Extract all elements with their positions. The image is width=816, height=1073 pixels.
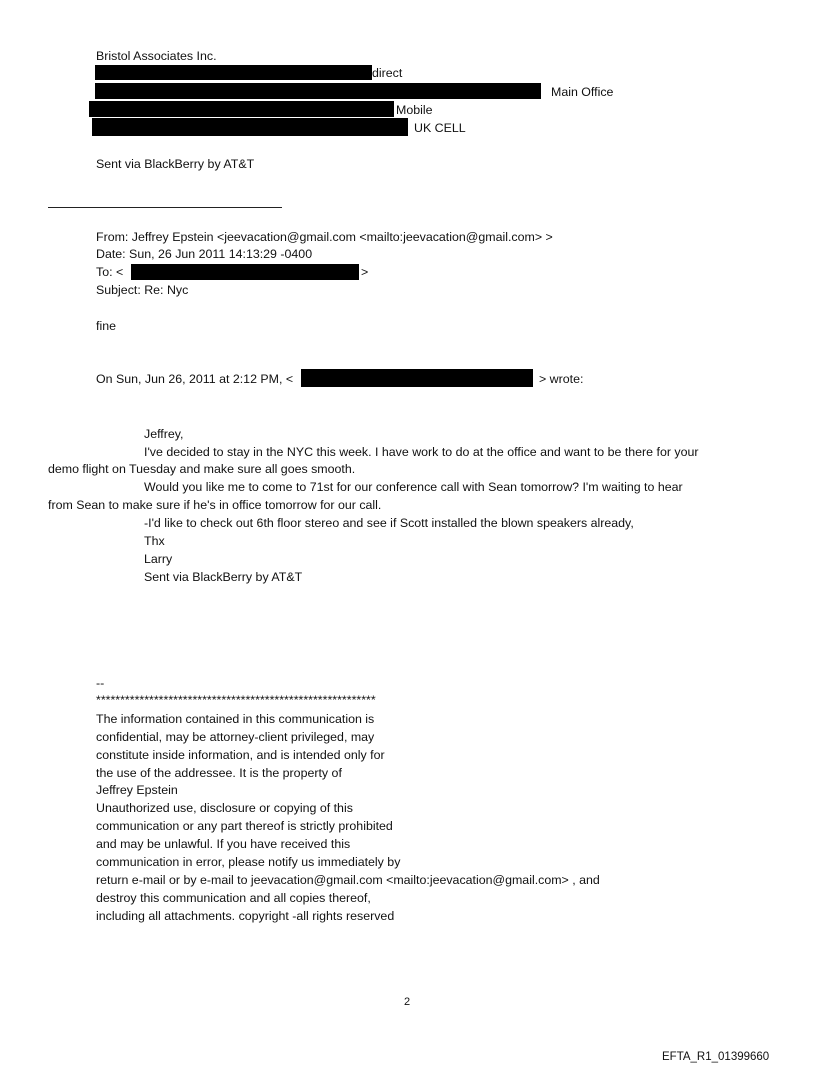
quote-paragraph-line: from Sean to make sure if he's in office tomorrow for our call. xyxy=(48,498,382,512)
disclaimer-stars: ********************************************************** xyxy=(96,693,376,707)
quote-paragraph-line: -I'd like to check out 6th floor stereo and see if Scott installed the blown speakers already, xyxy=(144,516,634,530)
quote-signoff-name: Larry xyxy=(144,552,173,566)
date-line: Date: Sun, 26 Jun 2011 14:13:29 -0400 xyxy=(96,247,313,261)
quote-paragraph-line: demo flight on Tuesday and make sure all goes smooth. xyxy=(48,462,356,476)
redaction-bar xyxy=(131,264,359,280)
redaction-bar xyxy=(95,65,372,80)
to-prefix: To: < xyxy=(96,265,124,279)
document-id: EFTA_R1_01399660 xyxy=(662,1051,770,1063)
separator-line xyxy=(48,207,282,208)
reply-body: fine xyxy=(96,319,116,333)
direct-label: direct xyxy=(372,66,403,80)
mobile-label: Mobile xyxy=(396,103,433,117)
subject-line: Subject: Re: Nyc xyxy=(96,283,189,297)
disclaimer-line: return e-mail or by e-mail to jeevacation@gmail.com <mailto:jeevacation@gmail.com> , and xyxy=(96,873,600,887)
disclaimer-line: confidential, may be attorney-client privileged, may xyxy=(96,730,375,744)
disclaimer-line: communication in error, please notify us immediately by xyxy=(96,855,401,869)
disclaimer-line: constitute inside information, and is intended only for xyxy=(96,748,385,762)
quote-intro-suffix: > wrote: xyxy=(539,372,584,386)
quote-paragraph-line: I've decided to stay in the NYC this week. I have work to do at the office and want to be there for your xyxy=(144,445,699,459)
disclaimer-line: and may be unlawful. If you have received this xyxy=(96,837,351,851)
disclaimer-dash: -- xyxy=(96,676,105,690)
quote-thanks: Thx xyxy=(144,534,165,548)
uk-cell-label: UK CELL xyxy=(414,121,466,135)
redaction-bar xyxy=(89,101,394,117)
company-name: Bristol Associates Inc. xyxy=(96,49,217,63)
redaction-bar xyxy=(95,83,541,99)
quote-greeting: Jeffrey, xyxy=(144,427,184,441)
disclaimer-line: communication or any part thereof is strictly prohibited xyxy=(96,819,393,833)
quote-sent-via: Sent via BlackBerry by AT&T xyxy=(144,570,303,584)
redaction-bar xyxy=(92,118,408,136)
disclaimer-line: Unauthorized use, disclosure or copying of this xyxy=(96,801,353,815)
from-line: From: Jeffrey Epstein <jeevacation@gmail.com <mailto:jeevacation@gmail.com> > xyxy=(96,230,553,244)
quote-intro-prefix: On Sun, Jun 26, 2011 at 2:12 PM, < xyxy=(96,372,294,386)
page-number: 2 xyxy=(404,996,411,1008)
disclaimer-line: the use of the addressee. It is the property of xyxy=(96,766,342,780)
quote-paragraph-line: Would you like me to come to 71st for our conference call with Sean tomorrow? I'm waiting to hear xyxy=(144,480,683,494)
to-suffix: > xyxy=(361,265,369,279)
redaction-bar xyxy=(301,369,533,387)
disclaimer-line: Jeffrey Epstein xyxy=(96,783,178,797)
main-office-label: Main Office xyxy=(551,85,614,99)
disclaimer-line: destroy this communication and all copies thereof, xyxy=(96,891,371,905)
disclaimer-line: The information contained in this communication is xyxy=(96,712,375,726)
disclaimer-line: including all attachments. copyright -all rights reserved xyxy=(96,909,395,923)
sent-via-signature: Sent via BlackBerry by AT&T xyxy=(96,157,255,171)
